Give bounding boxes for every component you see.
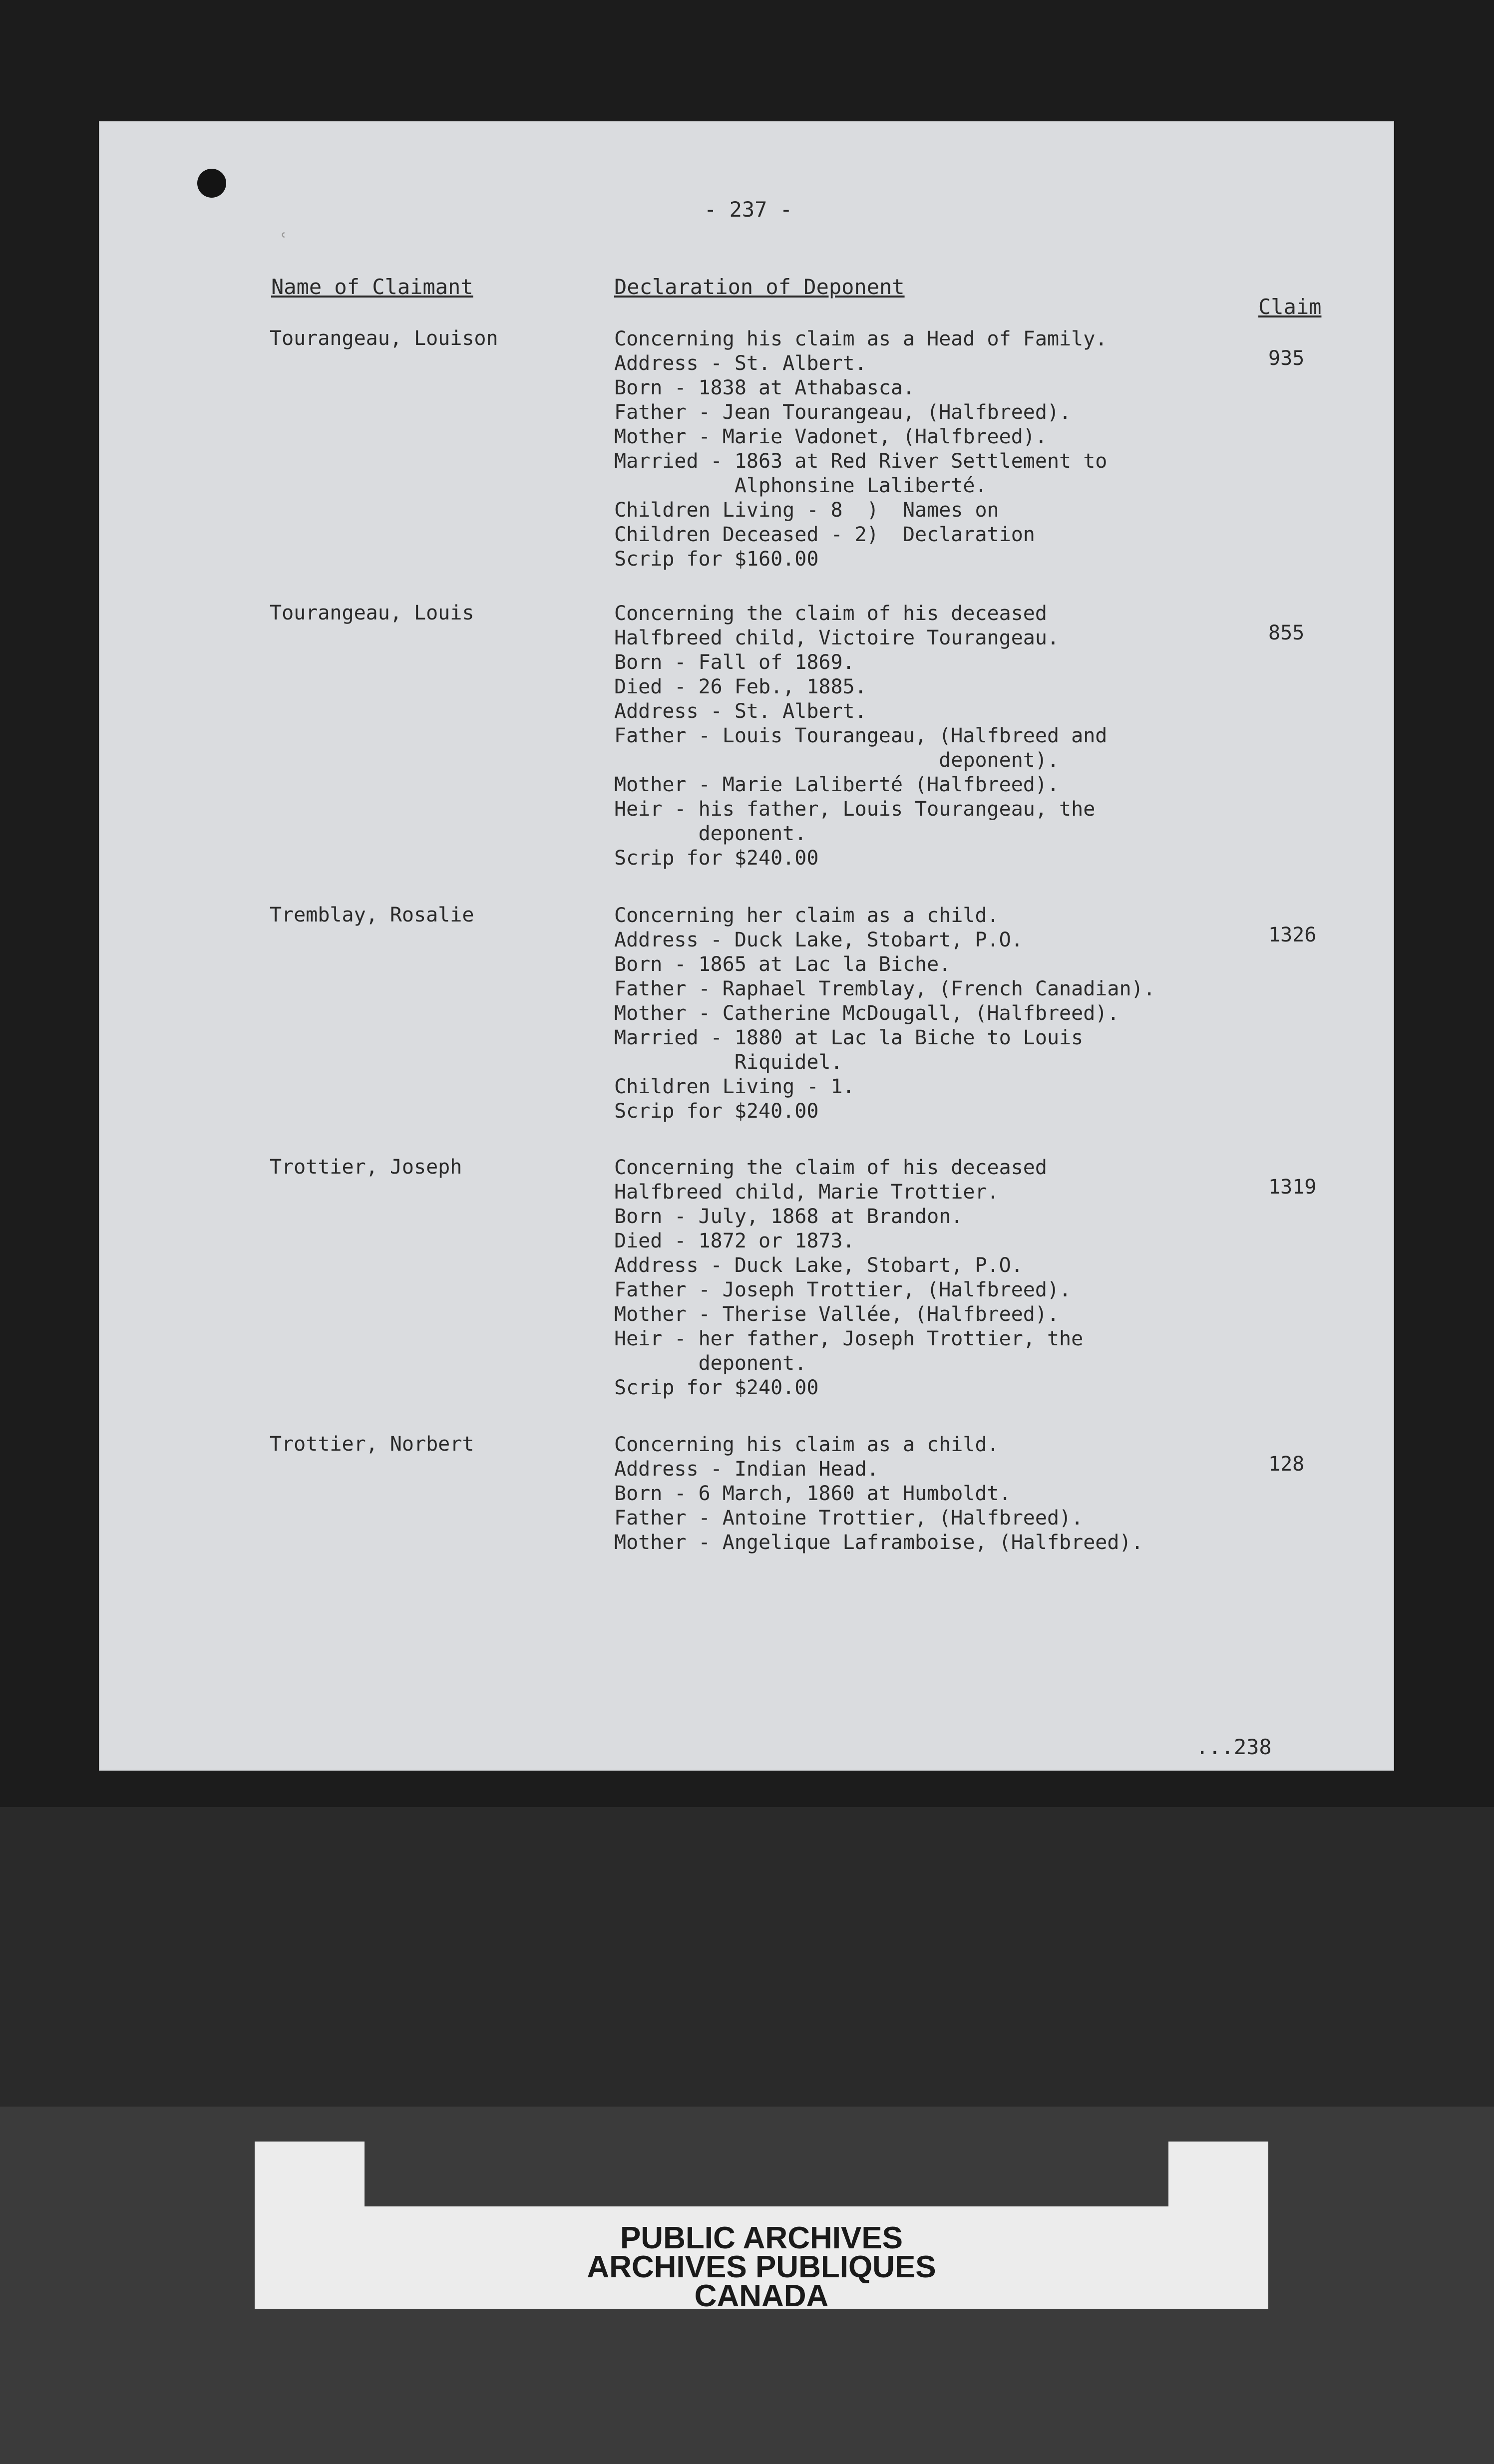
declaration-line: Born - Fall of 1869. [614, 651, 855, 674]
claim-number: 855 [1268, 621, 1305, 644]
continuation-marker: ...238 [1196, 1735, 1272, 1759]
background-band [0, 1807, 1494, 2107]
declaration-text [614, 327, 1107, 572]
declaration-line: Concerning her claim as a child. [614, 904, 999, 927]
declaration-line: deponent. [614, 822, 807, 845]
declaration-line: Died - 1872 or 1873. [614, 1230, 855, 1252]
stamp-line-2: ARCHIVES PUBLIQUES [587, 2250, 936, 2284]
declaration-line: Address - Duck Lake, Stobart, P.O. [614, 1254, 1023, 1277]
page-number: - 237 - [704, 197, 793, 222]
declaration-line: deponent). [614, 749, 1060, 772]
claim-number: 1326 [1268, 924, 1317, 946]
declaration-line: Concerning his claim as a Head of Family. [614, 327, 1108, 350]
declaration-text [614, 904, 1155, 1124]
declaration-line: Born - July, 1868 at Brandon. [614, 1205, 963, 1228]
punch-hole [197, 169, 226, 198]
header-declaration: Declaration of Deponent [614, 275, 905, 299]
declaration-line: Alphonsine Laliberté. [614, 474, 987, 497]
claim-number: 1319 [1268, 1176, 1317, 1199]
declaration-line: Father - Raphael Tremblay, (French Canadian). [614, 977, 1155, 1000]
declaration-line: deponent. [614, 1352, 807, 1375]
stamp-line-1: PUBLIC ARCHIVES [620, 2221, 903, 2255]
declaration-text [614, 1156, 1083, 1400]
claim-number: 128 [1268, 1453, 1305, 1476]
declaration-line: Scrip for $160.00 [614, 548, 819, 571]
header-claim: Claim [1258, 295, 1322, 319]
declaration-line: Mother - Therise Vallée, (Halfbreed). [614, 1303, 1060, 1326]
declaration-line: Riquidel. [614, 1051, 843, 1074]
declaration-line: Mother - Marie Laliberté (Halfbreed). [614, 773, 1060, 796]
declaration-line: Mother - Catherine McDougall, (Halfbreed). [614, 1002, 1120, 1025]
declaration-line: Heir - her father, Joseph Trottier, the [614, 1327, 1084, 1350]
declaration-line: Died - 26 Feb., 1885. [614, 675, 867, 698]
declaration-line: Concerning his claim as a child. [614, 1433, 999, 1456]
declaration-line: Married - 1880 at Lac la Biche to Louis [614, 1026, 1084, 1049]
declaration-line: Mother - Marie Vadonet, (Halfbreed). [614, 425, 1047, 448]
declaration-line: Children Living - 8 ) Names on [614, 499, 999, 522]
declaration-line: Scrip for $240.00 [614, 847, 819, 870]
declaration-line: Scrip for $240.00 [614, 1100, 819, 1123]
declaration-text [614, 1433, 1143, 1555]
declaration-line: Father - Antoine Trottier, (Halfbreed). [614, 1507, 1084, 1530]
declaration-line: Halfbreed child, Victoire Tourangeau. [614, 626, 1060, 649]
claimant-name: Tourangeau, Louis [270, 602, 474, 624]
declaration-line: Born - 6 March, 1860 at Humboldt. [614, 1482, 1011, 1505]
declaration-line: Address - Duck Lake, Stobart, P.O. [614, 928, 1023, 951]
claimant-name: Trottier, Joseph [270, 1156, 462, 1179]
declaration-line: Concerning the claim of his deceased [614, 1156, 1047, 1179]
declaration-line: Heir - his father, Louis Tourangeau, the [614, 798, 1096, 821]
header-name-of-claimant: Name of Claimant [271, 275, 473, 299]
claimant-name: Tremblay, Rosalie [270, 904, 474, 926]
declaration-line: Married - 1863 at Red River Settlement to [614, 450, 1108, 473]
declaration-line: Father - Joseph Trottier, (Halfbreed). [614, 1278, 1072, 1301]
declaration-line: Born - 1838 at Athabasca. [614, 376, 915, 399]
declaration-line: Concerning the claim of his deceased [614, 602, 1047, 625]
declaration-line: Born - 1865 at Lac la Biche. [614, 953, 951, 976]
archives-stamp-notch [365, 2142, 1168, 2206]
claim-number: 935 [1268, 347, 1305, 370]
declaration-line: Halfbreed child, Marie Trottier. [614, 1181, 999, 1204]
declaration-line: Mother - Angelique Laframboise, (Halfbreed). [614, 1531, 1143, 1554]
declaration-line: Address - St. Albert. [614, 352, 867, 375]
declaration-line: Scrip for $240.00 [614, 1376, 819, 1399]
stamp-line-3: CANADA [694, 2279, 829, 2313]
archives-stamp-text [255, 2221, 1268, 2313]
declaration-text [614, 602, 1107, 871]
declaration-line: Address - Indian Head. [614, 1458, 879, 1481]
declaration-line: Address - St. Albert. [614, 700, 867, 723]
declaration-line: Children Living - 1. [614, 1075, 855, 1098]
declaration-line: Children Deceased - 2) Declaration [614, 523, 1035, 546]
declaration-line: Father - Jean Tourangeau, (Halfbreed). [614, 401, 1072, 424]
document-page [100, 122, 1393, 1770]
declaration-line: Father - Louis Tourangeau, (Halfbreed and [614, 724, 1108, 747]
claimant-name: Trottier, Norbert [270, 1433, 474, 1456]
claimant-name: Tourangeau, Louison [270, 327, 498, 350]
margin-mark: ʿ [277, 230, 290, 253]
